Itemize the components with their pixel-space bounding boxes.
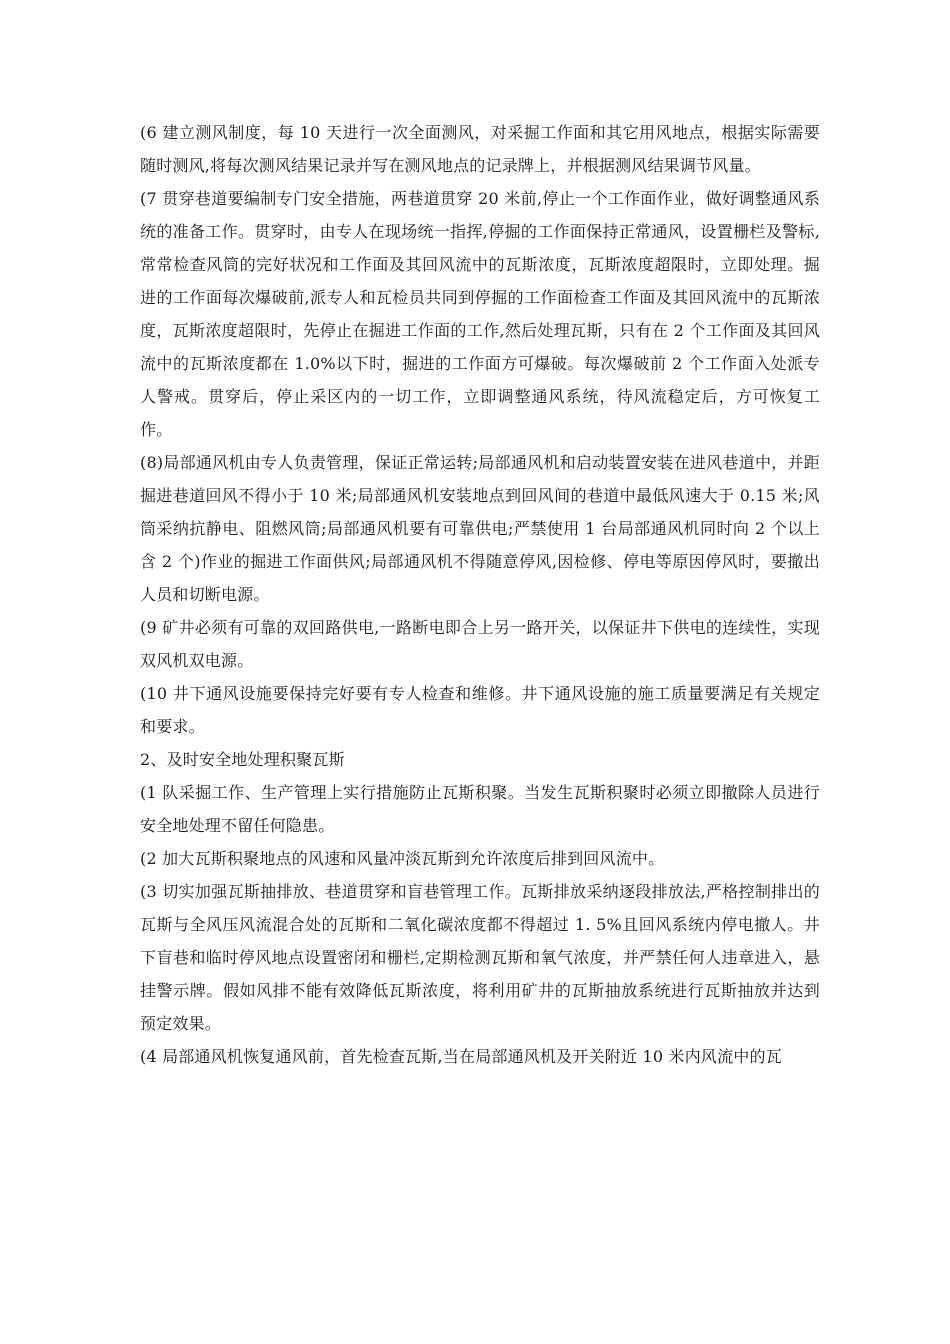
paragraph-item-4: (4 局部通风机恢复通风前，首先检查瓦斯,当在局部通风机及开关附近 10 米内风流中的瓦 xyxy=(140,1047,782,1066)
paragraph-item-1: (1 队采掘工作、生产管理上实行措施防止瓦斯积聚。当发生瓦斯积聚时必须立即撤除人员进行安全地处理不留任何隐患。 xyxy=(140,783,820,835)
paragraph-item-9: (9 矿井必须有可靠的双回路供电,一路断电即合上另一路开关，以保证井下供电的连续性，实现双风机双电源。 xyxy=(140,618,820,670)
paragraph-item-6: (6 建立测风制度，每 10 天进行一次全面测风，对采掘工作面和其它用风地点，根据实际需要随时测风,将每次测风结果记录并写在测风地点的记录牌上，并根据测风结果调节风量。 xyxy=(140,123,820,175)
section-heading: 2、及时安全地处理积聚瓦斯 xyxy=(140,750,345,769)
paragraph-item-10: (10 井下通风设施要保持完好要有专人检查和维修。井下通风设施的施工质量要满足有关规定和要求。 xyxy=(140,684,820,736)
paragraph-item-2: (2 加大瓦斯积聚地点的风速和风量冲淡瓦斯到允许浓度后排到回风流中。 xyxy=(140,849,665,868)
document-body xyxy=(140,116,820,1073)
paragraph-item-8: (8)局部通风机由专人负责管理，保证正常运转;局部通风机和启动装置安装在进风巷道中，并距掘进巷道回风不得小于 10 米;局部通风机安装地点到回风间的巷道中最低风速大于 0.15 米;风筒采纳抗静电、阻燃风筒;局部通风机要有可靠供电;严禁使用 1 台局部通风机同时向 2 个以上含 2 个)作业的掘进工作面供风;局部通风机不得随意停风,因检修、停电等原因停风时，要撤出人员和切断电源。 xyxy=(140,453,820,604)
paragraph-item-7: (7 贯穿巷道要编制专门安全措施，两巷道贯穿 20 米前,停止一个工作面作业，做好调整通风系统的准备工作。贯穿时，由专人在现场统一指挥,停掘的工作面保持正常通风，设置栅栏及警标,常常检查风筒的完好状况和工作面及其回风流中的瓦斯浓度，瓦斯浓度超限时，立即处理。掘进的工作面每次爆破前,派专人和瓦检员共同到停掘的工作面检查工作面及其回风流中的瓦斯浓度，瓦斯浓度超限时，先停止在掘进工作面的工作,然后处理瓦斯，只有在 2 个工作面及其回风流中的瓦斯浓度都在 1.0%以下时，掘进的工作面方可爆破。每次爆破前 2 个工作面入处派专人警戒。贯穿后，停止采区内的一切工作，立即调整通风系统，待风流稳定后，方可恢复工作。 xyxy=(140,189,820,439)
paragraph-item-3: (3 切实加强瓦斯抽排放、巷道贯穿和盲巷管理工作。瓦斯排放采纳逐段排放法,严格控制排出的瓦斯与全风压风流混合处的瓦斯和二氧化碳浓度都不得超过 1. 5%且回风系统内停电撤人。井下盲巷和临时停风地点设置密闭和栅栏,定期检测瓦斯和氧气浓度，并严禁任何人违章进入，悬挂警示牌。假如风排不能有效降低瓦斯浓度，将利用矿井的瓦斯抽放系统进行瓦斯抽放并达到预定效果。 xyxy=(140,882,820,1033)
